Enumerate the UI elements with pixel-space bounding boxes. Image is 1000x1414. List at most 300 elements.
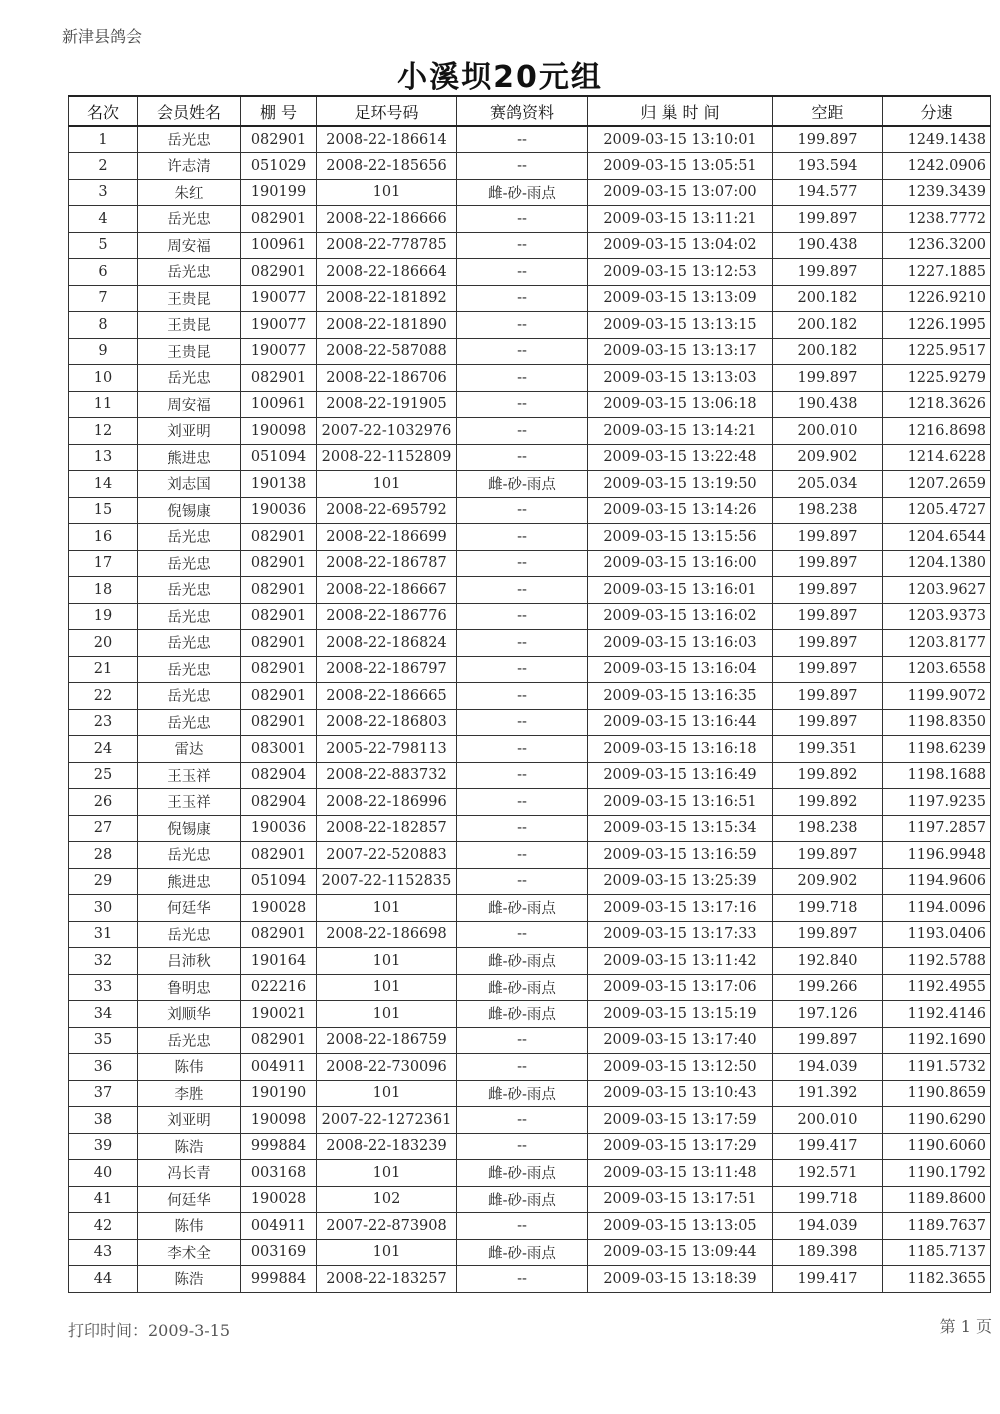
ring-number-cell: 2008-22-186759 <box>317 1027 457 1054</box>
distance-cell: 193.594 <box>773 153 883 180</box>
pigeon-info-cell: -- <box>457 312 588 339</box>
table-row <box>69 603 991 630</box>
member-name-cell: 倪锡康 <box>138 497 241 524</box>
arrival-time-cell: 2009-03-15 13:22:48 <box>588 444 773 471</box>
pigeon-info-cell: -- <box>457 1133 588 1160</box>
pigeon-info-cell: -- <box>457 656 588 683</box>
loft-number-cell: 190036 <box>241 497 317 524</box>
speed-cell: 1198.6239 <box>883 736 991 763</box>
ring-number-cell: 2007-22-873908 <box>317 1213 457 1240</box>
pigeon-info-cell: -- <box>457 736 588 763</box>
results-table <box>68 95 991 1293</box>
loft-number-cell: 190028 <box>241 1186 317 1213</box>
ring-number-cell: 2008-22-181890 <box>317 312 457 339</box>
ring-number-cell: 101 <box>317 179 457 206</box>
arrival-time-cell: 2009-03-15 13:14:26 <box>588 497 773 524</box>
ring-number-cell: 2008-22-186996 <box>317 789 457 816</box>
table-row <box>69 1133 991 1160</box>
table-row <box>69 1107 991 1134</box>
member-name-cell: 岳光忠 <box>138 577 241 604</box>
arrival-time-cell: 2009-03-15 13:19:50 <box>588 471 773 498</box>
rank-cell: 3 <box>69 179 138 206</box>
loft-number-cell: 999884 <box>241 1266 317 1293</box>
organization-name: 新津县鸽会 <box>62 27 143 46</box>
member-name-cell: 李胜 <box>138 1080 241 1107</box>
pigeon-info-cell: -- <box>457 921 588 948</box>
pigeon-info-cell: -- <box>457 630 588 657</box>
member-name-cell: 何廷华 <box>138 1186 241 1213</box>
print-time: 打印时间：2009-3-15 <box>68 1321 231 1340</box>
arrival-time-cell: 2009-03-15 13:12:50 <box>588 1054 773 1081</box>
loft-number-cell: 082901 <box>241 709 317 736</box>
member-name-cell: 岳光忠 <box>138 550 241 577</box>
distance-cell: 194.577 <box>773 179 883 206</box>
distance-cell: 199.892 <box>773 789 883 816</box>
table-row <box>69 338 991 365</box>
arrival-time-cell: 2009-03-15 13:17:06 <box>588 974 773 1001</box>
loft-number-cell: 082901 <box>241 365 317 392</box>
member-name-cell: 雷达 <box>138 736 241 763</box>
table-row <box>69 1239 991 1266</box>
ring-number-cell: 101 <box>317 1080 457 1107</box>
ring-number-cell: 2005-22-798113 <box>317 736 457 763</box>
speed-cell: 1190.8659 <box>883 1080 991 1107</box>
arrival-time-cell: 2009-03-15 13:16:04 <box>588 656 773 683</box>
pigeon-info-cell: -- <box>457 418 588 445</box>
member-name-cell: 岳光忠 <box>138 365 241 392</box>
rank-cell: 27 <box>69 815 138 842</box>
pigeon-info-cell: 雌-砂-雨点 <box>457 471 588 498</box>
ring-number-cell: 2008-22-191905 <box>317 391 457 418</box>
speed-cell: 1198.8350 <box>883 709 991 736</box>
arrival-time-cell: 2009-03-15 13:13:17 <box>588 338 773 365</box>
rank-cell: 9 <box>69 338 138 365</box>
member-name-cell: 鲁明忠 <box>138 974 241 1001</box>
table-header <box>69 96 991 126</box>
loft-number-cell: 082901 <box>241 630 317 657</box>
speed-cell: 1239.3439 <box>883 179 991 206</box>
ring-number-cell: 2008-22-183257 <box>317 1266 457 1293</box>
ring-number-cell: 101 <box>317 948 457 975</box>
speed-cell: 1236.3200 <box>883 232 991 259</box>
distance-cell: 190.438 <box>773 391 883 418</box>
speed-cell: 1242.0906 <box>883 153 991 180</box>
member-name-cell: 王玉祥 <box>138 762 241 789</box>
rank-cell: 17 <box>69 550 138 577</box>
loft-number-cell: 082901 <box>241 656 317 683</box>
rank-cell: 21 <box>69 656 138 683</box>
speed-cell: 1192.1690 <box>883 1027 991 1054</box>
table-row <box>69 206 991 233</box>
table-row <box>69 762 991 789</box>
rank-cell: 16 <box>69 524 138 551</box>
distance-cell: 199.892 <box>773 762 883 789</box>
pigeon-info-cell: -- <box>457 1213 588 1240</box>
speed-cell: 1207.2659 <box>883 471 991 498</box>
ring-number-cell: 101 <box>317 471 457 498</box>
speed-cell: 1189.7637 <box>883 1213 991 1240</box>
speed-cell: 1204.1380 <box>883 550 991 577</box>
distance-cell: 191.392 <box>773 1080 883 1107</box>
page-title: 小溪坝20元组 <box>397 60 603 95</box>
rank-cell: 43 <box>69 1239 138 1266</box>
member-name-cell: 岳光忠 <box>138 206 241 233</box>
arrival-time-cell: 2009-03-15 13:16:03 <box>588 630 773 657</box>
table-row <box>69 709 991 736</box>
loft-number-cell: 003168 <box>241 1160 317 1187</box>
member-name-cell: 岳光忠 <box>138 126 241 153</box>
member-name-cell: 冯长青 <box>138 1160 241 1187</box>
rank-cell: 23 <box>69 709 138 736</box>
loft-number-cell: 082901 <box>241 1027 317 1054</box>
table-row <box>69 815 991 842</box>
table-row <box>69 948 991 975</box>
ring-number-cell: 101 <box>317 1160 457 1187</box>
speed-cell: 1194.9606 <box>883 868 991 895</box>
arrival-time-cell: 2009-03-15 13:16:49 <box>588 762 773 789</box>
speed-cell: 1199.9072 <box>883 683 991 710</box>
table-row <box>69 1266 991 1293</box>
rank-cell: 24 <box>69 736 138 763</box>
member-name-cell: 李术全 <box>138 1239 241 1266</box>
rank-cell: 13 <box>69 444 138 471</box>
member-name-cell: 岳光忠 <box>138 709 241 736</box>
distance-cell: 199.718 <box>773 895 883 922</box>
rank-cell: 12 <box>69 418 138 445</box>
arrival-time-cell: 2009-03-15 13:16:51 <box>588 789 773 816</box>
speed-cell: 1203.6558 <box>883 656 991 683</box>
ring-number-cell: 2008-22-186706 <box>317 365 457 392</box>
rank-cell: 14 <box>69 471 138 498</box>
arrival-time-cell: 2009-03-15 13:10:43 <box>588 1080 773 1107</box>
rank-cell: 1 <box>69 126 138 153</box>
speed-cell: 1249.1438 <box>883 126 991 153</box>
member-name-cell: 许志清 <box>138 153 241 180</box>
col-header-ring-number: 足环号码 <box>317 96 457 126</box>
speed-cell: 1218.3626 <box>883 391 991 418</box>
ring-number-cell: 2008-22-186824 <box>317 630 457 657</box>
distance-cell: 190.438 <box>773 232 883 259</box>
rank-cell: 6 <box>69 259 138 286</box>
arrival-time-cell: 2009-03-15 13:13:15 <box>588 312 773 339</box>
pigeon-info-cell: 雌-砂-雨点 <box>457 1080 588 1107</box>
table-row <box>69 1186 991 1213</box>
loft-number-cell: 190077 <box>241 312 317 339</box>
table-row <box>69 974 991 1001</box>
speed-cell: 1197.2857 <box>883 815 991 842</box>
distance-cell: 199.897 <box>773 709 883 736</box>
arrival-time-cell: 2009-03-15 13:17:29 <box>588 1133 773 1160</box>
loft-number-cell: 999884 <box>241 1133 317 1160</box>
member-name-cell: 岳光忠 <box>138 842 241 869</box>
rank-cell: 22 <box>69 683 138 710</box>
arrival-time-cell: 2009-03-15 13:11:42 <box>588 948 773 975</box>
loft-number-cell: 082901 <box>241 577 317 604</box>
pigeon-info-cell: -- <box>457 497 588 524</box>
table-row <box>69 365 991 392</box>
rank-cell: 35 <box>69 1027 138 1054</box>
ring-number-cell: 2008-22-730096 <box>317 1054 457 1081</box>
member-name-cell: 岳光忠 <box>138 630 241 657</box>
arrival-time-cell: 2009-03-15 13:17:16 <box>588 895 773 922</box>
arrival-time-cell: 2009-03-15 13:16:01 <box>588 577 773 604</box>
member-name-cell: 何廷华 <box>138 895 241 922</box>
table-row <box>69 842 991 869</box>
ring-number-cell: 2008-22-1152809 <box>317 444 457 471</box>
table-row <box>69 232 991 259</box>
distance-cell: 205.034 <box>773 471 883 498</box>
ring-number-cell: 2007-22-1272361 <box>317 1107 457 1134</box>
table-row <box>69 497 991 524</box>
table-row <box>69 789 991 816</box>
speed-cell: 1205.4727 <box>883 497 991 524</box>
col-header-rank: 名次 <box>69 96 138 126</box>
distance-cell: 199.897 <box>773 259 883 286</box>
pigeon-info-cell: -- <box>457 577 588 604</box>
member-name-cell: 岳光忠 <box>138 259 241 286</box>
ring-number-cell: 2008-22-186699 <box>317 524 457 551</box>
arrival-time-cell: 2009-03-15 13:16:00 <box>588 550 773 577</box>
pigeon-info-cell: 雌-砂-雨点 <box>457 948 588 975</box>
pigeon-info-cell: -- <box>457 603 588 630</box>
header-row <box>69 96 991 126</box>
ring-number-cell: 2008-22-778785 <box>317 232 457 259</box>
loft-number-cell: 190190 <box>241 1080 317 1107</box>
member-name-cell: 熊进忠 <box>138 444 241 471</box>
distance-cell: 199.417 <box>773 1266 883 1293</box>
ring-number-cell: 2008-22-181892 <box>317 285 457 312</box>
ring-number-cell: 2008-22-186665 <box>317 683 457 710</box>
loft-number-cell: 051029 <box>241 153 317 180</box>
distance-cell: 189.398 <box>773 1239 883 1266</box>
member-name-cell: 王贵昆 <box>138 312 241 339</box>
arrival-time-cell: 2009-03-15 13:14:21 <box>588 418 773 445</box>
rank-cell: 5 <box>69 232 138 259</box>
ring-number-cell: 2008-22-186666 <box>317 206 457 233</box>
speed-cell: 1225.9279 <box>883 365 991 392</box>
table-row <box>69 1027 991 1054</box>
speed-cell: 1203.9627 <box>883 577 991 604</box>
loft-number-cell: 190098 <box>241 1107 317 1134</box>
arrival-time-cell: 2009-03-15 13:15:56 <box>588 524 773 551</box>
arrival-time-cell: 2009-03-15 13:05:51 <box>588 153 773 180</box>
speed-cell: 1238.7772 <box>883 206 991 233</box>
speed-cell: 1182.3655 <box>883 1266 991 1293</box>
distance-cell: 192.840 <box>773 948 883 975</box>
distance-cell: 199.417 <box>773 1133 883 1160</box>
ring-number-cell: 2008-22-186803 <box>317 709 457 736</box>
loft-number-cell: 051094 <box>241 868 317 895</box>
member-name-cell: 王贵昆 <box>138 285 241 312</box>
distance-cell: 192.571 <box>773 1160 883 1187</box>
rank-cell: 2 <box>69 153 138 180</box>
member-name-cell: 刘志国 <box>138 471 241 498</box>
rank-cell: 30 <box>69 895 138 922</box>
rank-cell: 42 <box>69 1213 138 1240</box>
col-header-speed: 分速 <box>883 96 991 126</box>
speed-cell: 1192.5788 <box>883 948 991 975</box>
distance-cell: 199.897 <box>773 630 883 657</box>
table-row <box>69 1001 991 1028</box>
pigeon-info-cell: -- <box>457 815 588 842</box>
arrival-time-cell: 2009-03-15 13:13:05 <box>588 1213 773 1240</box>
ring-number-cell: 2008-22-695792 <box>317 497 457 524</box>
ring-number-cell: 2008-22-186797 <box>317 656 457 683</box>
arrival-time-cell: 2009-03-15 13:15:19 <box>588 1001 773 1028</box>
loft-number-cell: 022216 <box>241 974 317 1001</box>
ring-number-cell: 2008-22-186698 <box>317 921 457 948</box>
table-row <box>69 285 991 312</box>
table-row <box>69 126 991 153</box>
arrival-time-cell: 2009-03-15 13:09:44 <box>588 1239 773 1266</box>
member-name-cell: 周安福 <box>138 232 241 259</box>
speed-cell: 1191.5732 <box>883 1054 991 1081</box>
table-row <box>69 179 991 206</box>
ring-number-cell: 2008-22-186614 <box>317 126 457 153</box>
pigeon-info-cell: 雌-砂-雨点 <box>457 1001 588 1028</box>
speed-cell: 1193.0406 <box>883 921 991 948</box>
rank-cell: 19 <box>69 603 138 630</box>
member-name-cell: 陈浩 <box>138 1266 241 1293</box>
pigeon-info-cell: -- <box>457 153 588 180</box>
rank-cell: 10 <box>69 365 138 392</box>
table-row <box>69 921 991 948</box>
rank-cell: 18 <box>69 577 138 604</box>
ring-number-cell: 2008-22-186787 <box>317 550 457 577</box>
pigeon-info-cell: -- <box>457 365 588 392</box>
distance-cell: 199.897 <box>773 577 883 604</box>
pigeon-info-cell: -- <box>457 1027 588 1054</box>
pigeon-info-cell: 雌-砂-雨点 <box>457 974 588 1001</box>
loft-number-cell: 082904 <box>241 762 317 789</box>
speed-cell: 1190.1792 <box>883 1160 991 1187</box>
table-row <box>69 895 991 922</box>
arrival-time-cell: 2009-03-15 13:13:09 <box>588 285 773 312</box>
distance-cell: 197.126 <box>773 1001 883 1028</box>
distance-cell: 200.182 <box>773 338 883 365</box>
member-name-cell: 岳光忠 <box>138 683 241 710</box>
loft-number-cell: 190077 <box>241 285 317 312</box>
ring-number-cell: 2007-22-520883 <box>317 842 457 869</box>
col-header-distance: 空距 <box>773 96 883 126</box>
rank-cell: 37 <box>69 1080 138 1107</box>
arrival-time-cell: 2009-03-15 13:13:03 <box>588 365 773 392</box>
loft-number-cell: 082904 <box>241 789 317 816</box>
rank-cell: 11 <box>69 391 138 418</box>
member-name-cell: 陈伟 <box>138 1213 241 1240</box>
loft-number-cell: 100961 <box>241 232 317 259</box>
loft-number-cell: 190077 <box>241 338 317 365</box>
rank-cell: 34 <box>69 1001 138 1028</box>
rank-cell: 39 <box>69 1133 138 1160</box>
rank-cell: 32 <box>69 948 138 975</box>
table-row <box>69 577 991 604</box>
pigeon-info-cell: -- <box>457 126 588 153</box>
ring-number-cell: 101 <box>317 974 457 1001</box>
ring-number-cell: 2008-22-883732 <box>317 762 457 789</box>
rank-cell: 36 <box>69 1054 138 1081</box>
table-row <box>69 259 991 286</box>
ring-number-cell: 2008-22-186664 <box>317 259 457 286</box>
distance-cell: 199.897 <box>773 603 883 630</box>
speed-cell: 1226.9210 <box>883 285 991 312</box>
pigeon-info-cell: -- <box>457 868 588 895</box>
table-row <box>69 471 991 498</box>
distance-cell: 200.010 <box>773 1107 883 1134</box>
loft-number-cell: 083001 <box>241 736 317 763</box>
distance-cell: 199.897 <box>773 1027 883 1054</box>
speed-cell: 1226.1995 <box>883 312 991 339</box>
arrival-time-cell: 2009-03-15 13:16:59 <box>588 842 773 869</box>
speed-cell: 1216.8698 <box>883 418 991 445</box>
pigeon-info-cell: -- <box>457 232 588 259</box>
arrival-time-cell: 2009-03-15 13:06:18 <box>588 391 773 418</box>
table-row <box>69 683 991 710</box>
speed-cell: 1196.9948 <box>883 842 991 869</box>
distance-cell: 200.010 <box>773 418 883 445</box>
loft-number-cell: 082901 <box>241 126 317 153</box>
arrival-time-cell: 2009-03-15 13:04:02 <box>588 232 773 259</box>
rank-cell: 8 <box>69 312 138 339</box>
speed-cell: 1198.1688 <box>883 762 991 789</box>
arrival-time-cell: 2009-03-15 13:11:21 <box>588 206 773 233</box>
speed-cell: 1189.8600 <box>883 1186 991 1213</box>
ring-number-cell: 2008-22-186667 <box>317 577 457 604</box>
distance-cell: 209.902 <box>773 444 883 471</box>
arrival-time-cell: 2009-03-15 13:12:53 <box>588 259 773 286</box>
loft-number-cell: 082901 <box>241 524 317 551</box>
loft-number-cell: 003169 <box>241 1239 317 1266</box>
pigeon-info-cell: -- <box>457 550 588 577</box>
member-name-cell: 刘亚明 <box>138 1107 241 1134</box>
pigeon-info-cell: -- <box>457 842 588 869</box>
arrival-time-cell: 2009-03-15 13:17:51 <box>588 1186 773 1213</box>
loft-number-cell: 100961 <box>241 391 317 418</box>
pigeon-info-cell: 雌-砂-雨点 <box>457 1160 588 1187</box>
rank-cell: 28 <box>69 842 138 869</box>
speed-cell: 1192.4955 <box>883 974 991 1001</box>
distance-cell: 199.897 <box>773 842 883 869</box>
distance-cell: 199.897 <box>773 550 883 577</box>
loft-number-cell: 004911 <box>241 1213 317 1240</box>
distance-cell: 199.351 <box>773 736 883 763</box>
pigeon-info-cell: 雌-砂-雨点 <box>457 179 588 206</box>
col-header-pigeon-info: 赛鸽资料 <box>457 96 588 126</box>
loft-number-cell: 051094 <box>241 444 317 471</box>
member-name-cell: 王玉祥 <box>138 789 241 816</box>
arrival-time-cell: 2009-03-15 13:17:33 <box>588 921 773 948</box>
loft-number-cell: 082901 <box>241 550 317 577</box>
member-name-cell: 倪锡康 <box>138 815 241 842</box>
table-row <box>69 736 991 763</box>
speed-cell: 1214.6228 <box>883 444 991 471</box>
pigeon-info-cell: -- <box>457 1266 588 1293</box>
loft-number-cell: 082901 <box>241 842 317 869</box>
col-header-arrival-time: 归 巢 时 间 <box>588 96 773 126</box>
arrival-time-cell: 2009-03-15 13:11:48 <box>588 1160 773 1187</box>
arrival-time-cell: 2009-03-15 13:25:39 <box>588 868 773 895</box>
member-name-cell: 岳光忠 <box>138 656 241 683</box>
loft-number-cell: 190138 <box>241 471 317 498</box>
speed-cell: 1227.1885 <box>883 259 991 286</box>
ring-number-cell: 2007-22-1032976 <box>317 418 457 445</box>
speed-cell: 1190.6060 <box>883 1133 991 1160</box>
rank-cell: 44 <box>69 1266 138 1293</box>
pigeon-info-cell: -- <box>457 338 588 365</box>
rank-cell: 41 <box>69 1186 138 1213</box>
loft-number-cell: 190028 <box>241 895 317 922</box>
arrival-time-cell: 2009-03-15 13:16:18 <box>588 736 773 763</box>
